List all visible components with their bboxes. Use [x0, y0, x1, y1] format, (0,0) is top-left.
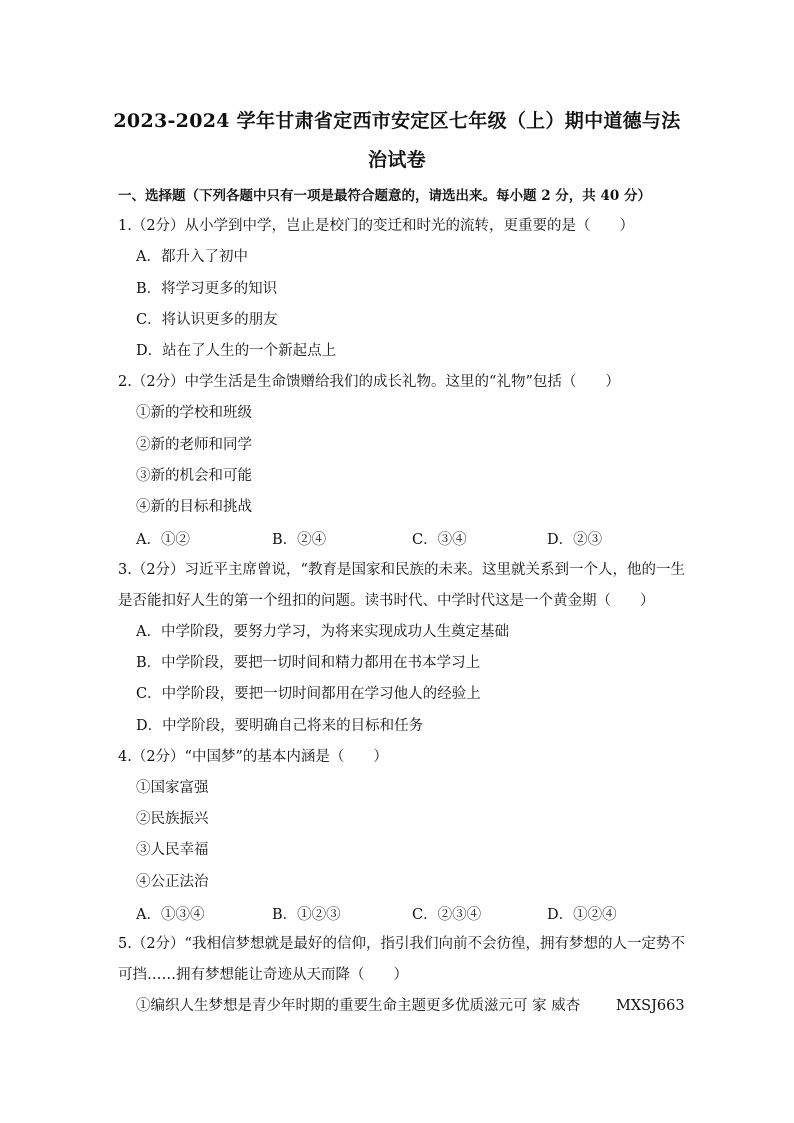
question-2-option-d: D．②③	[547, 532, 603, 548]
question-2-stem: 2.（2分）中学生活是生命馈赠给我们的成长礼物。这里的“礼物”包括（ ）	[118, 374, 620, 390]
question-5-stem-line2: 可挡……拥有梦想能让奇迹从天而降（ ）	[118, 967, 408, 983]
question-5-statement-1: ①编织人生梦想是青少年时期的重要生命主题更多优质滋元可 家 威杏	[136, 998, 581, 1014]
question-2-statement-4: ④新的目标和挑战	[136, 499, 252, 515]
question-4-statement-2: ②民族振兴	[136, 811, 209, 827]
question-4-stem: 4.（2分）“中国梦”的基本内涵是（ ）	[118, 749, 388, 765]
question-3-option-b: B．中学阶段，要把一切时间和精力都用在书本学习上	[136, 655, 481, 671]
question-4-statement-3: ③人民幸福	[136, 842, 209, 858]
question-4-statement-1: ①国家富强	[136, 780, 209, 796]
question-3-stem-line1: 3.（2分）习近平主席曾说，“教育是国家和民族的未来。这里就关系到一个人，他的一生	[118, 562, 685, 578]
question-1-option-b: B．将学习更多的知识	[136, 281, 278, 297]
question-5-stem-line1: 5.（2分）“我相信梦想就是最好的信仰，指引我们向前不会彷徨，拥有梦想的人一定势不	[118, 936, 685, 952]
question-1-option-a: A．都升入了初中	[136, 249, 248, 265]
question-2-option-b: B．②④	[272, 532, 327, 548]
exam-title-line1: 2023-2024 学年甘肃省定西市安定区七年级（上）期中道德与法	[113, 110, 681, 132]
question-4-option-a: A．①③④	[136, 907, 205, 923]
question-4-option-b: B．①②③	[272, 907, 341, 923]
question-4-options	[136, 903, 696, 923]
question-1-option-d: D．站在了人生的一个新起点上	[136, 343, 337, 359]
question-4-option-d: D．①②④	[547, 907, 617, 923]
question-1-option-c: C．将认识更多的朋友	[136, 312, 278, 328]
question-2-option-c: C．③④	[412, 532, 467, 548]
question-4-statement-4: ④公正法治	[136, 874, 209, 890]
question-3-option-d: D．中学阶段，要明确自己将来的目标和任务	[136, 718, 424, 734]
question-3-option-c: C．中学阶段，要把一切时间都用在学习他人的经验上	[136, 686, 481, 702]
section-header-choice: 一、选择题（下列各题中只有一项是最符合题意的，请选出来。每小题 2 分，共 40 分）	[118, 188, 651, 204]
question-1-stem: 1.（2分）从小学到中学，岂止是校门的变迁和时光的流转，更重要的是（ ）	[118, 218, 635, 234]
question-2-statement-1: ①新的学校和班级	[136, 405, 252, 421]
exam-title-line2: 治试卷	[368, 149, 426, 171]
question-2-options	[136, 528, 696, 548]
question-2-statement-2: ②新的老师和同学	[136, 437, 252, 453]
question-3-option-a: A．中学阶段，要努力学习，为将来实现成功人生奠定基础	[136, 624, 509, 640]
question-2-statement-3: ③新的机会和可能	[136, 468, 252, 484]
watermark-code: MXSJ663	[616, 998, 685, 1014]
question-2-option-a: A．①②	[136, 532, 190, 548]
question-4-option-c: C．②③④	[412, 907, 482, 923]
question-3-stem-line2: 是否能扣好人生的第一个纽扣的问题。读书时代、中学时代这是一个黄金期（ ）	[118, 593, 655, 609]
